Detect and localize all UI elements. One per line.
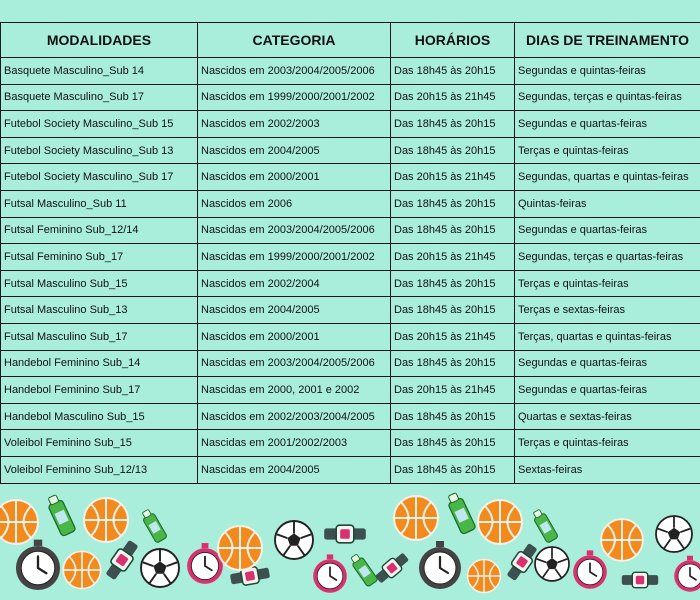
- table-header: [1, 23, 700, 58]
- header-row: [1, 23, 700, 58]
- cell-dias: Segundas e quartas-feiras: [515, 217, 700, 244]
- table-row: [1, 323, 700, 350]
- cell-horario: Das 18h45 às 20h15: [391, 297, 515, 324]
- table-row: [1, 164, 700, 191]
- cell-dias: Terças e quintas-feiras: [515, 270, 700, 297]
- table-row: [1, 270, 700, 297]
- wristwatch-icon: [324, 525, 366, 543]
- soccer-ball-icon: [535, 547, 569, 581]
- cell-modalidade: Futsal Masculino Sub_13: [1, 297, 198, 324]
- wristwatch-icon: [103, 538, 141, 582]
- stopwatch-icon: [674, 556, 700, 592]
- cell-dias: Terças, quartas e quintas-feiras: [515, 323, 700, 350]
- cell-modalidade: Futsal Feminino Sub_17: [1, 244, 198, 271]
- cell-categoria: Nascidas em 2004/2005: [198, 456, 391, 483]
- basketball-icon: [63, 551, 100, 588]
- cell-modalidade: Futebol Society Masculino_Sub 13: [1, 137, 198, 164]
- header-categoria: CATEGORIA: [198, 23, 391, 58]
- cell-dias: Segundas e quartas-feiras: [515, 111, 700, 138]
- cell-modalidade: Basquete Masculino_Sub 17: [1, 84, 198, 111]
- basketball-icon: [0, 500, 38, 544]
- cell-horario: Das 18h45 às 20h15: [391, 111, 515, 138]
- cell-categoria: Nascidos em 2002/2003/2004/2005: [198, 403, 391, 430]
- cell-dias: Segundas, quartas e quintas-feiras: [515, 164, 700, 191]
- stopwatch-icon: [16, 540, 60, 590]
- cell-categoria: Nascidos em 2004/2005: [198, 137, 391, 164]
- water-bottle-icon: [531, 508, 559, 543]
- table-body: [1, 58, 700, 484]
- table-row: [1, 217, 700, 244]
- cell-categoria: Nascidos em 2000/2001: [198, 323, 391, 350]
- cell-horario: Das 18h45 às 20h15: [391, 430, 515, 457]
- cell-categoria: Nascidas em 2003/2004/2005/2006: [198, 350, 391, 377]
- water-bottle-icon: [140, 508, 168, 543]
- header-dias-treinamento: DIAS DE TREINAMENTO: [515, 23, 700, 58]
- cell-categoria: Nascidos em 2003/2004/2005/2006: [198, 58, 391, 85]
- cell-modalidade: Voleibol Feminino Sub_15: [1, 430, 198, 457]
- cell-horario: Das 18h45 às 20h15: [391, 350, 515, 377]
- wristwatch-icon: [373, 550, 411, 585]
- cell-categoria: Nascidas em 1999/2000/2001/2002: [198, 244, 391, 271]
- cell-dias: Segundas e quintas-feiras: [515, 58, 700, 85]
- cell-horario: Das 20h15 às 21h45: [391, 323, 515, 350]
- cell-horario: Das 18h45 às 20h15: [391, 456, 515, 483]
- basketball-icon: [468, 560, 501, 593]
- cell-dias: Terças e quintas-feiras: [515, 430, 700, 457]
- cell-categoria: Nascidas em 2000, 2001 e 2002: [198, 377, 391, 404]
- cell-modalidade: Futebol Society Masculino_Sub 17: [1, 164, 198, 191]
- table-row: [1, 377, 700, 404]
- header-modalidades: MODALIDADES: [1, 23, 198, 58]
- cell-categoria: Nascidas em 2003/2004/2005/2006: [198, 217, 391, 244]
- cell-modalidade: Basquete Masculino_Sub 14: [1, 58, 198, 85]
- table-row: [1, 430, 700, 457]
- cell-modalidade: Futsal Masculino_Sub 11: [1, 190, 198, 217]
- table-row: [1, 297, 700, 324]
- cell-categoria: Nascidos em 2004/2005: [198, 297, 391, 324]
- table-row: [1, 84, 700, 111]
- stopwatch-icon: [573, 550, 607, 588]
- cell-modalidade: Futebol Society Masculino_Sub 15: [1, 111, 198, 138]
- cell-dias: Segundas e quartas-feiras: [515, 350, 700, 377]
- cell-dias: Segundas, terças e quartas-feiras: [515, 244, 700, 271]
- cell-dias: Segundas, terças e quintas-feiras: [515, 84, 700, 111]
- basketball-icon: [394, 496, 438, 540]
- cell-dias: Terças e sextas-feiras: [515, 297, 700, 324]
- basketball-icon: [478, 500, 522, 544]
- cell-categoria: Nascidas em 2001/2002/2003: [198, 430, 391, 457]
- table-row: [1, 137, 700, 164]
- cell-horario: Das 18h45 às 20h15: [391, 190, 515, 217]
- table-row: [1, 350, 700, 377]
- table-row: [1, 403, 700, 430]
- table-row: [1, 456, 700, 483]
- cell-horario: Das 18h45 às 20h15: [391, 270, 515, 297]
- cell-horario: Das 20h15 às 21h45: [391, 377, 515, 404]
- cell-horario: Das 18h45 às 20h15: [391, 137, 515, 164]
- cell-horario: Das 18h45 às 20h15: [391, 217, 515, 244]
- cell-dias: Quartas e sextas-feiras: [515, 403, 700, 430]
- cell-horario: Das 18h45 às 20h15: [391, 58, 515, 85]
- table-row: [1, 190, 700, 217]
- basketball-icon: [84, 498, 128, 542]
- cell-modalidade: Futsal Feminino Sub_12/14: [1, 217, 198, 244]
- sports-decoration-border: [0, 488, 700, 600]
- soccer-ball-icon: [141, 549, 179, 587]
- water-bottle-icon: [45, 493, 76, 536]
- cell-categoria: Nascidos em 2000/2001: [198, 164, 391, 191]
- basketball-icon: [218, 526, 262, 570]
- cell-horario: Das 20h15 às 21h45: [391, 244, 515, 271]
- cell-modalidade: Voleibol Feminino Sub_12/13: [1, 456, 198, 483]
- water-bottle-icon: [445, 491, 476, 534]
- cell-categoria: Nascidos em 2002/2003: [198, 111, 391, 138]
- basketball-icon: [601, 519, 643, 561]
- cell-horario: Das 18h45 às 20h15: [391, 403, 515, 430]
- stopwatch-icon: [419, 541, 461, 589]
- table-row: [1, 111, 700, 138]
- training-schedule-table: [0, 22, 700, 484]
- cell-modalidade: Handebol Masculino Sub_15: [1, 403, 198, 430]
- table-row: [1, 244, 700, 271]
- cell-dias: Sextas-feiras: [515, 456, 700, 483]
- cell-modalidade: Handebol Feminino Sub_17: [1, 377, 198, 404]
- stopwatch-icon: [313, 554, 347, 592]
- cell-categoria: Nascidos em 1999/2000/2001/2002: [198, 84, 391, 111]
- soccer-ball-icon: [275, 521, 313, 559]
- cell-categoria: Nascidos em 2002/2004: [198, 270, 391, 297]
- cell-horario: Das 20h15 às 21h45: [391, 164, 515, 191]
- cell-dias: Quintas-feiras: [515, 190, 700, 217]
- cell-modalidade: Handebol Feminino Sub_14: [1, 350, 198, 377]
- soccer-ball-icon: [656, 516, 692, 552]
- wristwatch-icon: [622, 572, 658, 587]
- water-bottle-icon: [349, 552, 379, 587]
- cell-modalidade: Futsal Masculino Sub_15: [1, 270, 198, 297]
- cell-modalidade: Futsal Masculino Sub_17: [1, 323, 198, 350]
- cell-dias: Segundas e quartas-feiras: [515, 377, 700, 404]
- cell-horario: Das 20h15 às 21h45: [391, 84, 515, 111]
- header-horarios: HORÁRIOS: [391, 23, 515, 58]
- cell-dias: Terças e quintas-feiras: [515, 137, 700, 164]
- cell-categoria: Nascidos em 2006: [198, 190, 391, 217]
- table-row: [1, 58, 700, 85]
